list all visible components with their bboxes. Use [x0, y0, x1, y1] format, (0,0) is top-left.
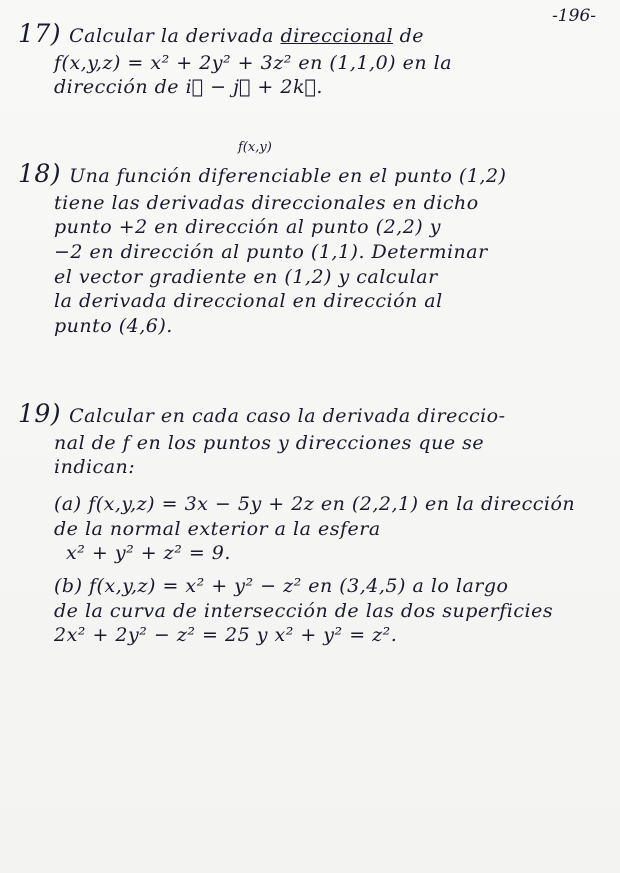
problem-19-text-1: Calcular en cada caso la derivada direccio- — [69, 405, 506, 427]
problem-18-line-6: la derivada direccional en dirección al — [54, 290, 443, 313]
problem-19b-line-3: 2x² + 2y² − z² = 25 y x² + y² = z². — [54, 624, 398, 647]
problem-18 — [18, 140, 606, 339]
problem-19a-line-2: de la normal exterior a la esfera — [54, 517, 381, 540]
problem-17-line-1 — [18, 18, 606, 51]
problem-18-line-4: −2 en dirección al punto (1,1). Determinar — [54, 240, 488, 263]
problem-17-text-b: de — [393, 25, 424, 47]
problem-19a-line-3: x² + y² + z² = 9. — [66, 542, 231, 565]
problem-19 — [18, 398, 606, 648]
problem-19-line-2: nal de f en los puntos y direcciones que se — [54, 431, 485, 454]
problem-19-number: 19) — [18, 399, 62, 428]
problem-17-line-3: dirección de i⃗ − j⃗ + 2k⃗. — [54, 76, 323, 99]
page-number: -196- — [552, 6, 596, 26]
problem-19-line-3: indican: — [54, 456, 136, 479]
problem-18-line-7: punto (4,6). — [54, 314, 173, 337]
problem-18-insert-note: f(x,y) — [238, 140, 272, 155]
problem-17-number: 17) — [18, 19, 62, 48]
problem-18-line-2: tiene las derivadas direccionales en dicho — [54, 191, 479, 214]
problem-18-line-3: punto +2 en dirección al punto (2,2) y — [54, 216, 441, 239]
problem-17-text-a: Calcular la derivada — [69, 25, 281, 47]
problem-18-line-5: el vector gradiente en (1,2) y calcular — [54, 265, 438, 288]
problem-18-line-1 — [18, 158, 606, 191]
problem-19b-line-1: (b) f(x,y,z) = x² + y² − z² en (3,4,5) a lo largo — [54, 574, 509, 597]
problem-17 — [18, 18, 606, 100]
problem-17-underlined-word: direccional — [280, 25, 394, 47]
problem-19a-line-1: (a) f(x,y,z) = 3x − 5y + 2z en (2,2,1) en la dirección — [54, 492, 576, 515]
problem-18-text-1: Una función diferenciable en el punto (1,2) — [69, 165, 507, 187]
problem-19-line-1 — [18, 398, 606, 431]
problem-18-number: 18) — [18, 159, 62, 188]
problem-19b-line-2: de la curva de intersección de las dos superficies — [54, 599, 554, 622]
problem-17-line-2: f(x,y,z) = x² + 2y² + 3z² en (1,1,0) en la — [54, 51, 453, 74]
